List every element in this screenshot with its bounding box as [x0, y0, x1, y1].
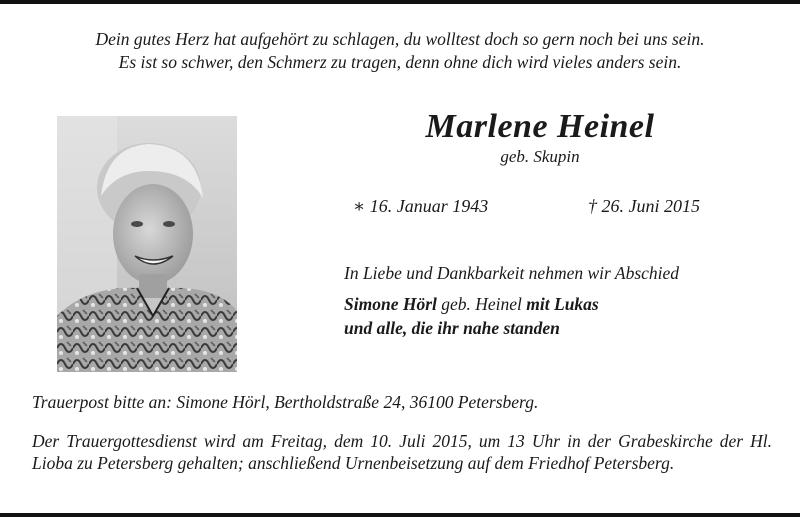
- mourner-with: mit Lukas: [526, 294, 599, 314]
- deceased-name: Marlene Heinel: [425, 108, 655, 145]
- poem-line-1: Dein gutes Herz hat aufgehört zu schlagen, du wolltest doch so gern noch bei uns sein.: [95, 29, 705, 49]
- mail-notice: Trauerpost bitte an: Simone Hörl, Bertholdstraße 24, 36100 Petersberg.: [32, 392, 539, 412]
- mourner-line-2: [344, 316, 599, 340]
- service-notice: Der Trauergottesdienst wird am Freitag, dem 10. Juli 2015, um 13 Uhr in der Grabeskirche der Hl. Lioba zu Petersberg gehalten; anschließend Urnenbeisetzung auf dem Friedhof Petersberg.: [32, 431, 772, 473]
- birth-date: ∗ 16. Januar 1943: [353, 196, 489, 216]
- death-date: † 26. Juni 2015: [588, 196, 700, 216]
- mourner-line-1: [344, 292, 599, 316]
- mourner-others: und alle, die ihr nahe standen: [344, 318, 560, 338]
- mourner-name: Simone Hörl: [344, 294, 437, 314]
- memorial-poem: [0, 28, 800, 74]
- portrait-photo: [57, 116, 237, 372]
- maiden-name: geb. Skupin: [500, 147, 580, 166]
- farewell-text: In Liebe und Dankbarkeit nehmen wir Abschied: [344, 263, 680, 283]
- mourner-maiden-note: geb. Heinel: [436, 294, 527, 314]
- poem-line-2: Es ist so schwer, den Schmerz zu tragen, denn ohne dich wird vieles anders sein.: [118, 52, 682, 72]
- mourners: [344, 292, 599, 340]
